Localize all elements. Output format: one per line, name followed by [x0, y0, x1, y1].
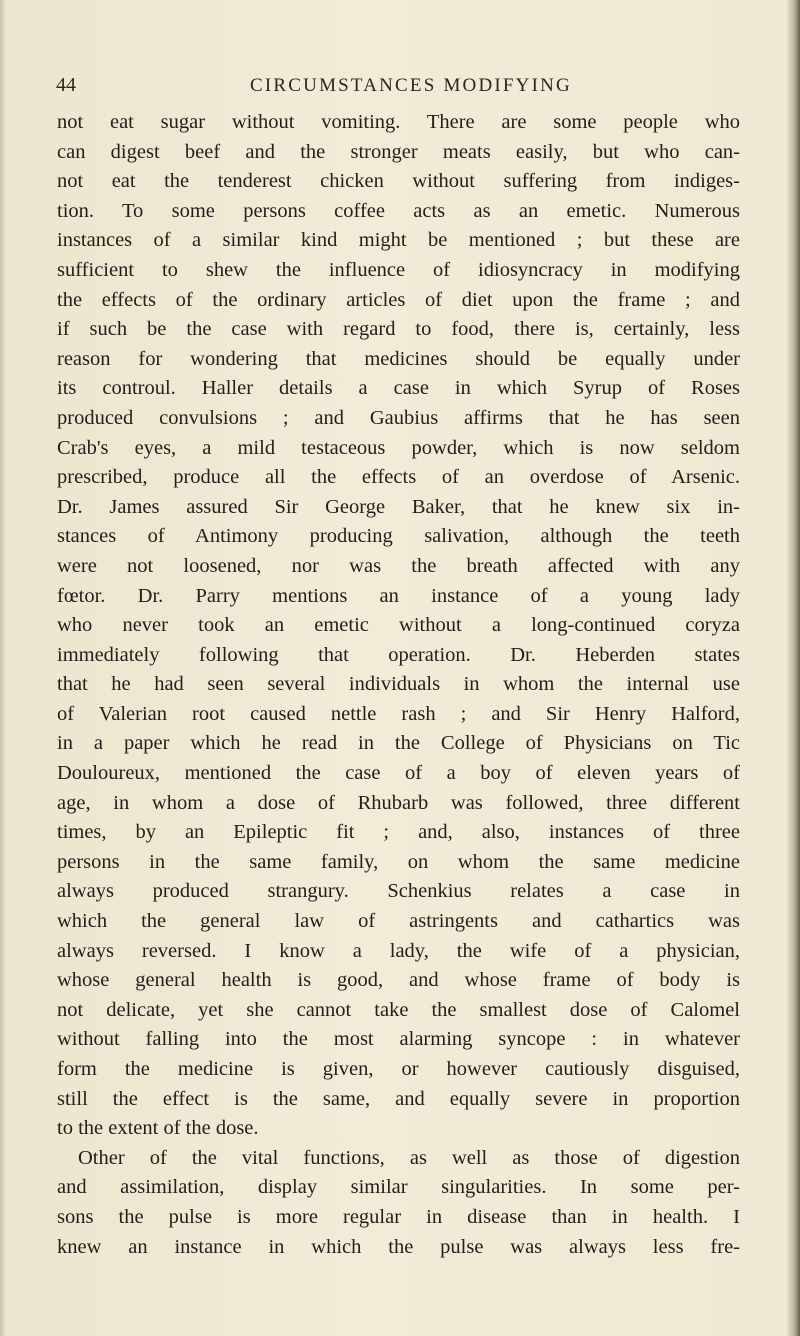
page-header — [56, 74, 746, 104]
text-line: can digest beef and the stronger meats easily, but who can- — [57, 140, 740, 163]
text-line: if such be the case with regard to food, there is, certainly, less — [57, 318, 740, 341]
text-line: whose general health is good, and whose frame of body is — [57, 969, 740, 992]
text-line: of Valerian root caused nettle rash ; and Sir Henry Halford, — [57, 702, 740, 725]
text-line: reason for wondering that medicines should be equally under — [57, 347, 740, 370]
paragraph-end-line: to the extent of the dose. — [57, 1117, 259, 1140]
text-line: persons in the same family, on whom the same medicine — [57, 850, 740, 873]
text-line: not delicate, yet she cannot take the smallest dose of Calomel — [57, 998, 740, 1021]
page-gutter-shadow — [0, 0, 6, 1336]
text-line: without falling into the most alarming syncope : in whatever — [57, 1028, 740, 1051]
text-line: tion. To some persons coffee acts as an emetic. Numerous — [57, 199, 740, 222]
text-line: still the effect is the same, and equally severe in proportion — [57, 1087, 740, 1110]
text-line: instances of a similar kind might be mentioned ; but these are — [57, 229, 740, 252]
text-line: produced convulsions ; and Gaubius affirms that he has seen — [57, 406, 740, 429]
text-line: Dr. James assured Sir George Baker, that he knew six in- — [57, 495, 740, 518]
text-line: in a paper which he read in the College of Physicians on Tic — [57, 732, 740, 755]
text-line: sufficient to shew the influence of idiosyncracy in modifying — [57, 258, 740, 281]
paragraph-start-line: Other of the vital functions, as well as those of digestion — [78, 1146, 740, 1169]
text-line: stances of Antimony producing salivation, although the teeth — [57, 525, 740, 548]
text-line: its controul. Haller details a case in which Syrup of Roses — [57, 377, 740, 400]
text-line: form the medicine is given, or however cautiously disguised, — [57, 1058, 740, 1080]
text-line: immediately following that operation. Dr. Heberden states — [57, 643, 740, 666]
text-line: were not loosened, nor was the breath affected with any — [57, 554, 740, 577]
text-line: which the general law of astringents and cathartics was — [57, 910, 740, 933]
text-line: prescribed, produce all the effects of an overdose of Arsenic. — [57, 466, 740, 489]
text-line: that he had seen several individuals in whom the internal use — [57, 673, 740, 696]
page-edge-shadow — [786, 0, 800, 1336]
page-number: 44 — [56, 74, 76, 96]
text-line: always produced strangury. Schenkius relates a case in — [57, 880, 740, 903]
text-line: knew an instance in which the pulse was always less fre- — [57, 1235, 740, 1258]
text-line: not eat the tenderest chicken without suffering from indiges- — [57, 170, 740, 193]
text-line: fœtor. Dr. Parry mentions an instance of a young lady — [57, 584, 740, 607]
text-line: always reversed. I know a lady, the wife of a physician, — [57, 939, 740, 962]
body-text — [57, 108, 740, 1262]
running-title: CIRCUMSTANCES MODIFYING — [250, 75, 572, 96]
text-line: who never took an emetic without a long-continued coryza — [57, 614, 740, 637]
text-line: Crab's eyes, a mild testaceous powder, which is now seldom — [57, 436, 740, 459]
text-line: age, in whom a dose of Rhubarb was followed, three different — [57, 791, 740, 814]
text-line: not eat sugar without vomiting. There are some people who — [57, 111, 740, 133]
text-line: and assimilation, display similar singularities. In some per- — [57, 1176, 740, 1199]
text-line: the effects of the ordinary articles of diet upon the frame ; and — [57, 288, 740, 311]
text-line: sons the pulse is more regular in disease than in health. I — [57, 1205, 740, 1228]
text-line: times, by an Epileptic fit ; and, also, instances of three — [57, 821, 740, 844]
text-line: Douloureux, mentioned the case of a boy of eleven years of — [57, 762, 740, 785]
